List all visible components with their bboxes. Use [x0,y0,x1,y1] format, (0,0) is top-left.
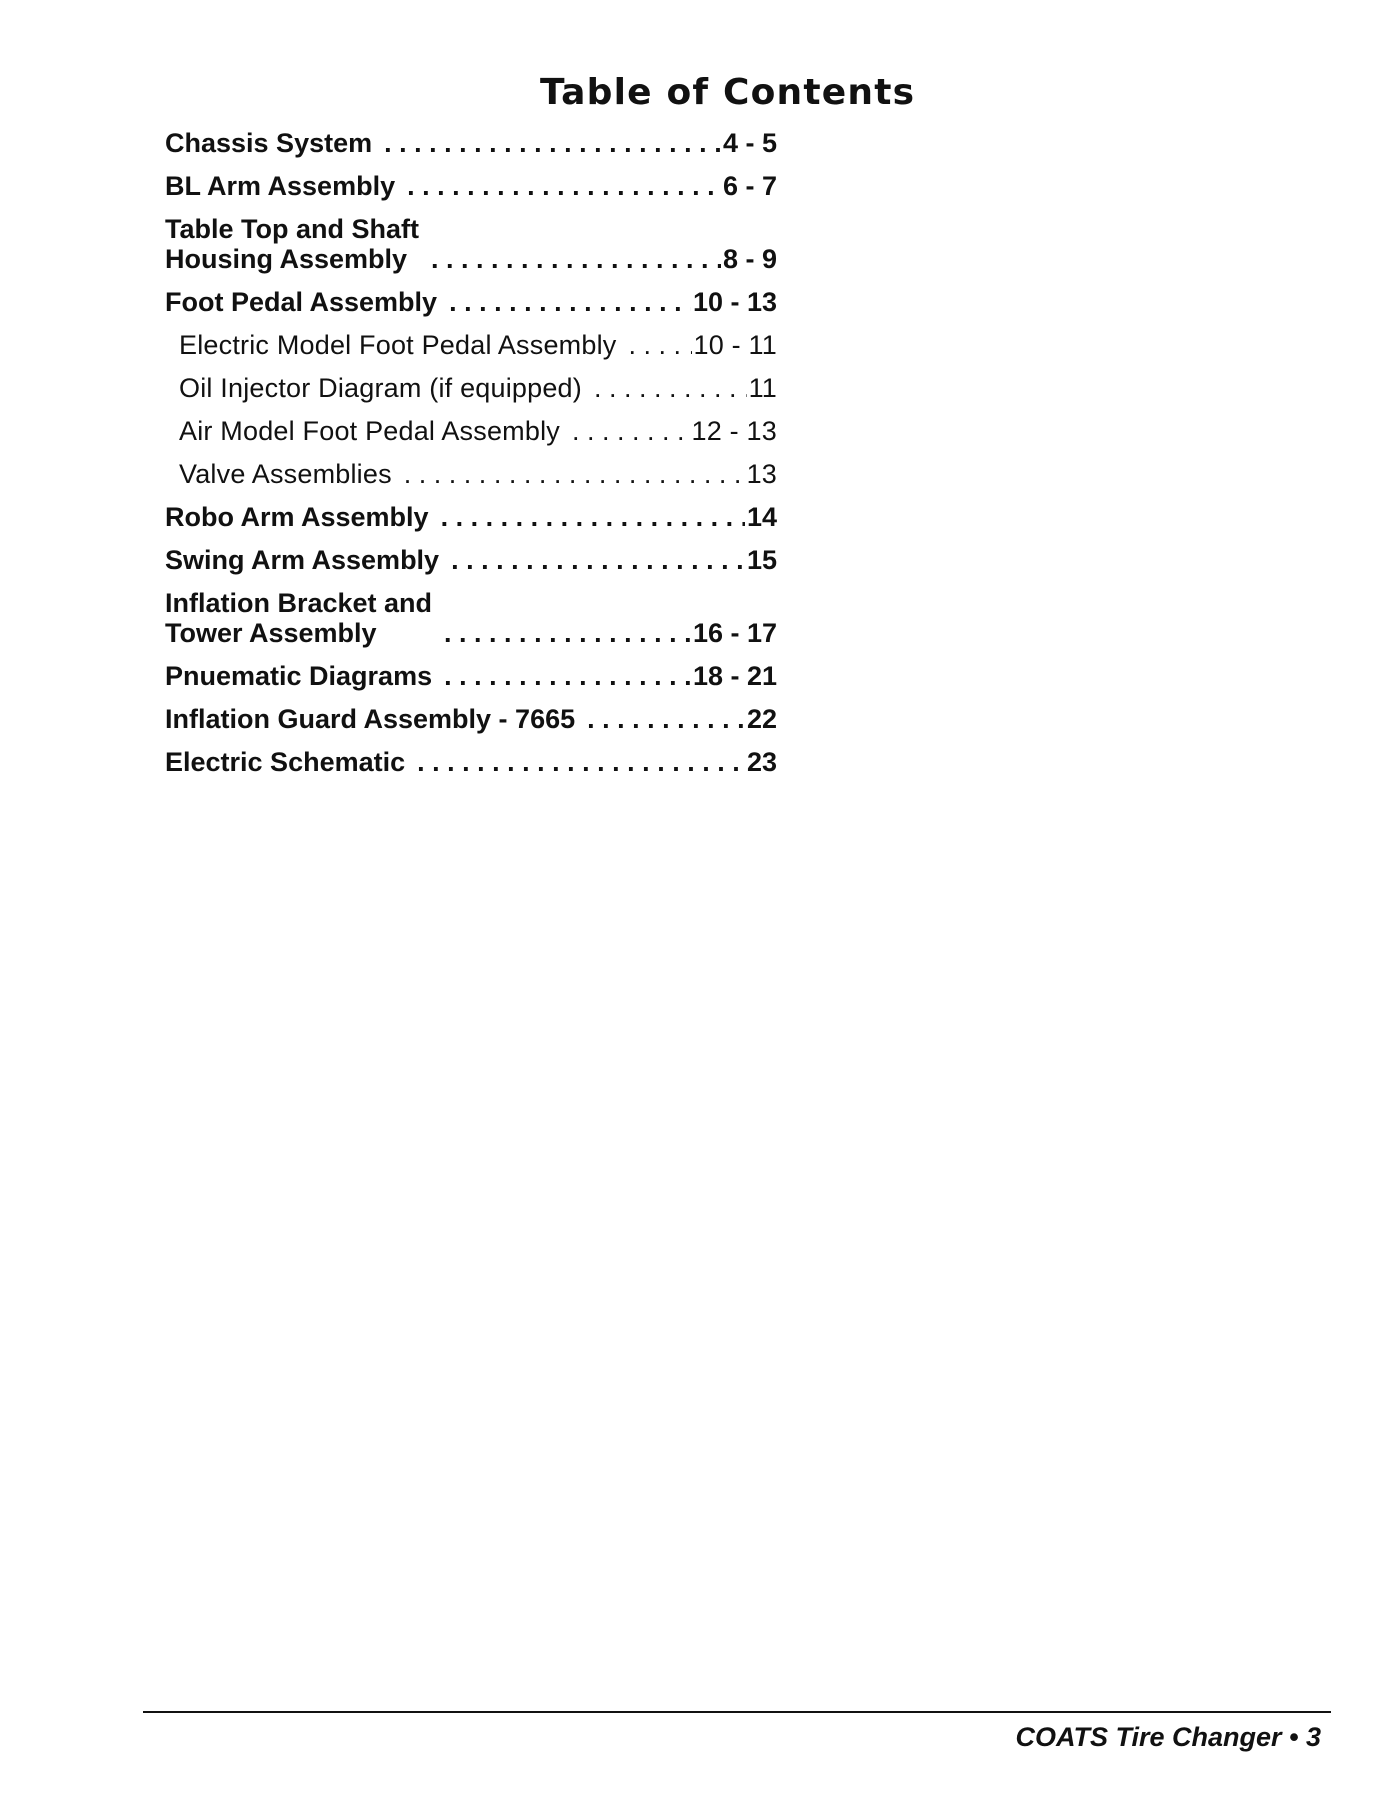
toc-entry-pages: 23 [746,747,777,777]
toc-entry-label-line: Valve Assemblies [179,459,392,489]
dot-leader [444,661,691,691]
toc-entry-pages: 13 [746,459,777,489]
toc-entry-pages: 11 [748,373,777,403]
page-title: Table of Contents [540,72,916,113]
toc-entry-label-line: Housing Assembly [165,244,408,274]
toc-subentry[interactable] [165,459,777,489]
dot-leader [417,747,745,777]
toc-entry-label [165,588,432,648]
toc-entry-pages: 10 - 13 [692,287,777,317]
table-of-contents [165,128,777,790]
dot-leader [404,459,745,489]
toc-entry-label-line: Air Model Foot Pedal Assembly [179,416,560,446]
toc-entry-label-line: Pnuematic Diagrams [165,661,433,691]
toc-entry[interactable] [165,661,777,691]
dot-leader [449,287,691,317]
toc-entry-label-line: Electric Model Foot Pedal Assembly [179,330,617,360]
toc-entry-label-line: Electric Schematic [165,747,406,777]
toc-subentry[interactable] [165,373,777,403]
toc-entry-pages: 4 - 5 [722,128,777,158]
toc-entry-label-line: Inflation Bracket and [165,588,433,618]
toc-entry-label-line: Foot Pedal Assembly [165,287,438,317]
toc-entry-label-line: Oil Injector Diagram (if equipped) [179,373,582,403]
toc-entry-pages: 10 - 11 [693,330,777,360]
footer-divider [143,1711,1331,1713]
dot-leader [594,373,747,403]
toc-entry-label-line: Robo Arm Assembly [165,502,429,532]
toc-entry[interactable] [165,704,777,734]
dot-leader [628,330,691,360]
toc-subentry[interactable] [165,330,777,360]
toc-entry[interactable] [165,588,777,648]
toc-entry[interactable] [165,171,777,201]
toc-entry-pages: 14 [746,502,777,532]
toc-entry-label [179,373,582,403]
toc-entry-label [165,661,432,691]
toc-entry[interactable] [165,502,777,532]
dot-leader [384,128,721,158]
dot-leader [431,244,721,274]
toc-entry-label-line: Swing Arm Assembly [165,545,440,575]
dot-leader [572,416,690,446]
toc-entry[interactable] [165,287,777,317]
toc-entry-label [179,330,616,360]
toc-entry-pages: 22 [746,704,777,734]
toc-subentry[interactable] [165,416,777,446]
toc-entry-label [165,214,419,274]
toc-entry-label [165,171,395,201]
toc-entry-label-line: BL Arm Assembly [165,171,396,201]
toc-entry-label [165,128,372,158]
toc-entry-label-line: Inflation Guard Assembly - 7665 [165,704,576,734]
toc-entry[interactable] [165,214,777,274]
toc-entry-pages: 8 - 9 [722,244,777,274]
toc-entry-pages: 12 - 13 [691,416,777,446]
toc-entry-pages: 16 - 17 [692,618,777,648]
toc-entry-label-line: Tower Assembly [165,618,377,648]
toc-entry-label [165,502,429,532]
toc-entry-label [179,459,392,489]
toc-entry[interactable] [165,128,777,158]
toc-entry-label [165,747,405,777]
dot-leader [451,545,745,575]
toc-entry-label [165,545,439,575]
dot-leader [441,502,745,532]
toc-entry-pages: 6 - 7 [722,171,777,201]
page-footer: COATS Tire Changer • 3 [1015,1722,1321,1752]
toc-entry-label-line: Chassis System [165,128,373,158]
toc-entry-label [165,704,575,734]
dot-leader [587,704,745,734]
toc-entry-pages: 18 - 21 [692,661,777,691]
dot-leader [444,618,691,648]
toc-entry-label-line: Table Top and Shaft [165,214,419,244]
toc-entry[interactable] [165,747,777,777]
toc-entry-pages: 15 [746,545,777,575]
dot-leader [407,171,721,201]
toc-entry-label [179,416,560,446]
toc-entry[interactable] [165,545,777,575]
toc-entry-label [165,287,437,317]
